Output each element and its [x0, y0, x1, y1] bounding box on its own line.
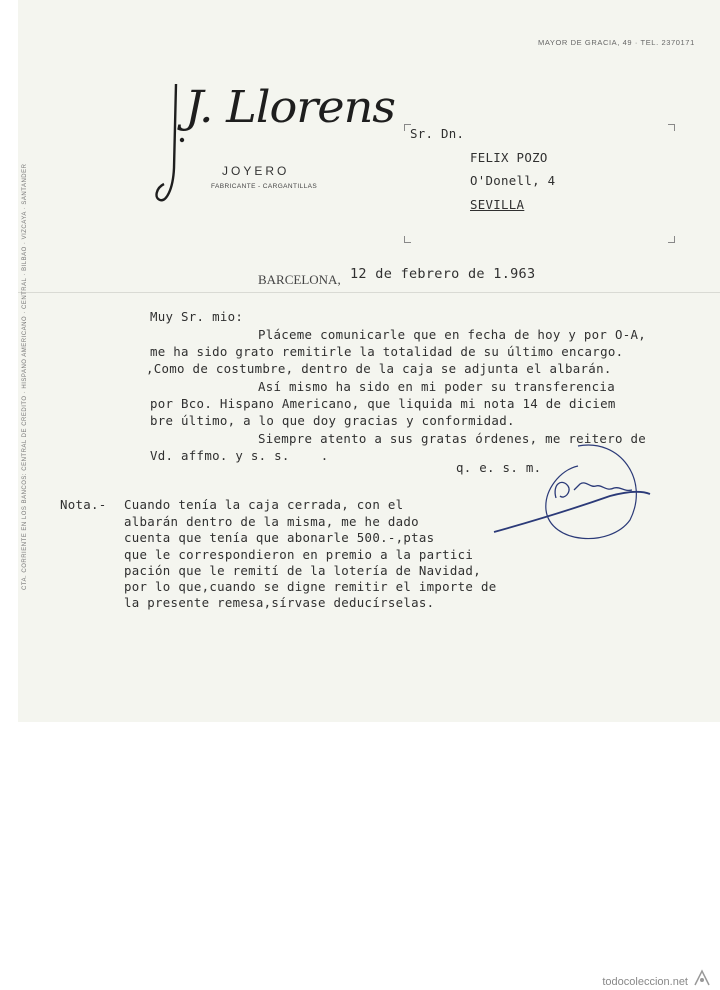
- body-line: Vd. affmo. y s. s. .: [150, 448, 329, 463]
- letterhead-bank-note: CTA. CORRIENTE EN LOS BANCOS: CENTRAL DE CREDITO · HISPANO AMERICANO · CENTRAL · BILBAO · VIZCAYA · SANTANDER: [22, 163, 28, 590]
- address-bracket-tr: [668, 124, 675, 131]
- body-line: por Bco. Hispano Americano, que liquida mi nota 14 de diciem: [150, 396, 616, 411]
- nota-line: que le correspondieron en premio a la partici: [124, 547, 474, 562]
- address-bracket-bl: [404, 236, 411, 243]
- body-line: ,Como de costumbre, dentro de la caja se adjunta el albarán.: [146, 361, 612, 376]
- fold-line: [18, 292, 720, 293]
- body-line: Siempre atento a sus gratas órdenes, me reitero de: [258, 431, 646, 446]
- nota-line: pación que le remití de la lotería de Navidad,: [124, 563, 481, 578]
- closing-abbrev: q. e. s. m.: [456, 460, 542, 475]
- recipient-salutation: Sr. Dn.: [410, 126, 465, 141]
- recipient-city: SEVILLA: [470, 197, 525, 212]
- date-place: BARCELONA,: [258, 272, 341, 287]
- recipient-street: O'Donell, 4: [470, 173, 556, 188]
- date-text: 12 de febrero de 1.963: [350, 266, 536, 282]
- nota-line: albarán dentro de la misma, me he dado: [124, 514, 419, 529]
- nota-line: por lo que,cuando se digne remitir el importe de: [124, 579, 497, 594]
- watermark-text: todocoleccion.net: [602, 976, 688, 988]
- logo-j-glyph: [148, 72, 188, 212]
- letterhead-address: MAYOR DE GRACIA, 49 · TEL. 2370171: [538, 38, 695, 47]
- nota-label: Nota.-: [60, 497, 107, 512]
- body-line: Pláceme comunicarle que en fecha de hoy y por O-A,: [258, 327, 646, 342]
- greeting: Muy Sr. mio:: [150, 309, 244, 324]
- nota-line: la presente remesa,sírvase deducírselas.: [124, 595, 435, 610]
- body-line: Así mismo ha sido en mi poder su transferencia: [258, 379, 615, 394]
- body-line: me ha sido grato remitirle la totalidad de su último encargo.: [150, 344, 624, 359]
- letterhead-fabricante: FABRICANTE - CARGANTILLAS: [211, 183, 318, 190]
- body-line: bre último, a lo que doy gracias y conformidad.: [150, 413, 515, 428]
- logo-text: J. Llorens: [185, 82, 395, 133]
- letterhead-joyero: JOYERO: [222, 164, 290, 178]
- recipient-name: FELIX POZO: [470, 150, 548, 165]
- watermark-logo-icon: [692, 968, 712, 988]
- handwritten-signature: [490, 440, 660, 550]
- nota-line: Cuando tenía la caja cerrada, con el: [124, 497, 404, 512]
- nota-line: cuenta que tenía que abonarle 500.-,ptas: [124, 530, 435, 545]
- address-bracket-br: [668, 236, 675, 243]
